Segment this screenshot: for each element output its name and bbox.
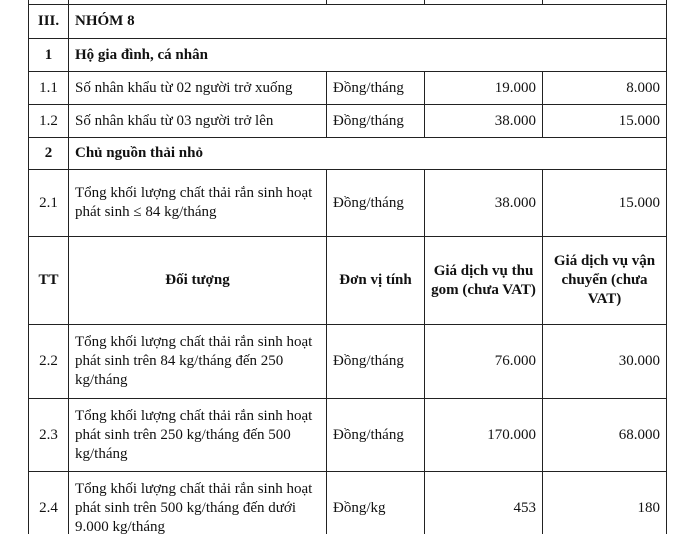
header-tt: TT bbox=[29, 237, 69, 325]
row-transport-price: 8.000 bbox=[543, 72, 667, 105]
group-row bbox=[29, 138, 667, 170]
row-object: Tổng khối lượng chất thải rắn sinh hoạt phát sinh trên 500 kg/tháng đến dưới 9.000 kg/tháng bbox=[69, 472, 327, 534]
row-unit: Đồng/kg bbox=[327, 472, 425, 534]
row-transport-price: 15.000 bbox=[543, 105, 667, 138]
row-transport-price: 180 bbox=[543, 472, 667, 534]
row-number: 2.4 bbox=[29, 472, 69, 534]
row-collection-price: 453 bbox=[425, 472, 543, 534]
row-unit: Đồng/tháng bbox=[327, 399, 425, 472]
table-row bbox=[29, 472, 667, 534]
row-unit: Đồng/tháng bbox=[327, 170, 425, 237]
group-title: Hộ gia đình, cá nhân bbox=[69, 39, 667, 72]
row-object: Tổng khối lượng chất thải rắn sinh hoạt phát sinh ≤ 84 kg/tháng bbox=[69, 170, 327, 237]
header-unit: Đơn vị tính bbox=[327, 237, 425, 325]
row-object: Số nhân khẩu từ 03 người trở lên bbox=[69, 105, 327, 138]
row-number: 2.3 bbox=[29, 399, 69, 472]
row-transport-price: 30.000 bbox=[543, 325, 667, 399]
table-row bbox=[29, 399, 667, 472]
price-table bbox=[28, 0, 667, 534]
header-transport-price: Giá dịch vụ vận chuyển (chưa VAT) bbox=[543, 237, 667, 325]
row-collection-price: 76.000 bbox=[425, 325, 543, 399]
row-object: Số nhân khẩu từ 02 người trở xuống bbox=[69, 72, 327, 105]
group-title: Chủ nguồn thải nhỏ bbox=[69, 138, 667, 170]
row-object: Tổng khối lượng chất thải rắn sinh hoạt phát sinh trên 84 kg/tháng đến 250 kg/tháng bbox=[69, 325, 327, 399]
section-row bbox=[29, 5, 667, 39]
row-collection-price: 19.000 bbox=[425, 72, 543, 105]
section-title: NHÓM 8 bbox=[69, 5, 667, 39]
header-object: Đối tượng bbox=[69, 237, 327, 325]
row-unit: Đồng/tháng bbox=[327, 105, 425, 138]
table-row bbox=[29, 72, 667, 105]
row-transport-price: 68.000 bbox=[543, 399, 667, 472]
row-object: Tổng khối lượng chất thải rắn sinh hoạt phát sinh trên 250 kg/tháng đến 500 kg/tháng bbox=[69, 399, 327, 472]
section-number: III. bbox=[29, 5, 69, 39]
table-row bbox=[29, 105, 667, 138]
row-transport-price: 15.000 bbox=[543, 170, 667, 237]
row-number: 2.1 bbox=[29, 170, 69, 237]
row-collection-price: 170.000 bbox=[425, 399, 543, 472]
group-row bbox=[29, 39, 667, 72]
row-collection-price: 38.000 bbox=[425, 170, 543, 237]
group-number: 1 bbox=[29, 39, 69, 72]
header-collection-price: Giá dịch vụ thu gom (chưa VAT) bbox=[425, 237, 543, 325]
table-row bbox=[29, 325, 667, 399]
row-collection-price: 38.000 bbox=[425, 105, 543, 138]
row-number: 1.1 bbox=[29, 72, 69, 105]
row-number: 2.2 bbox=[29, 325, 69, 399]
row-unit: Đồng/tháng bbox=[327, 72, 425, 105]
table-row bbox=[29, 170, 667, 237]
row-number: 1.2 bbox=[29, 105, 69, 138]
table-header-row bbox=[29, 237, 667, 325]
row-unit: Đồng/tháng bbox=[327, 325, 425, 399]
group-number: 2 bbox=[29, 138, 69, 170]
